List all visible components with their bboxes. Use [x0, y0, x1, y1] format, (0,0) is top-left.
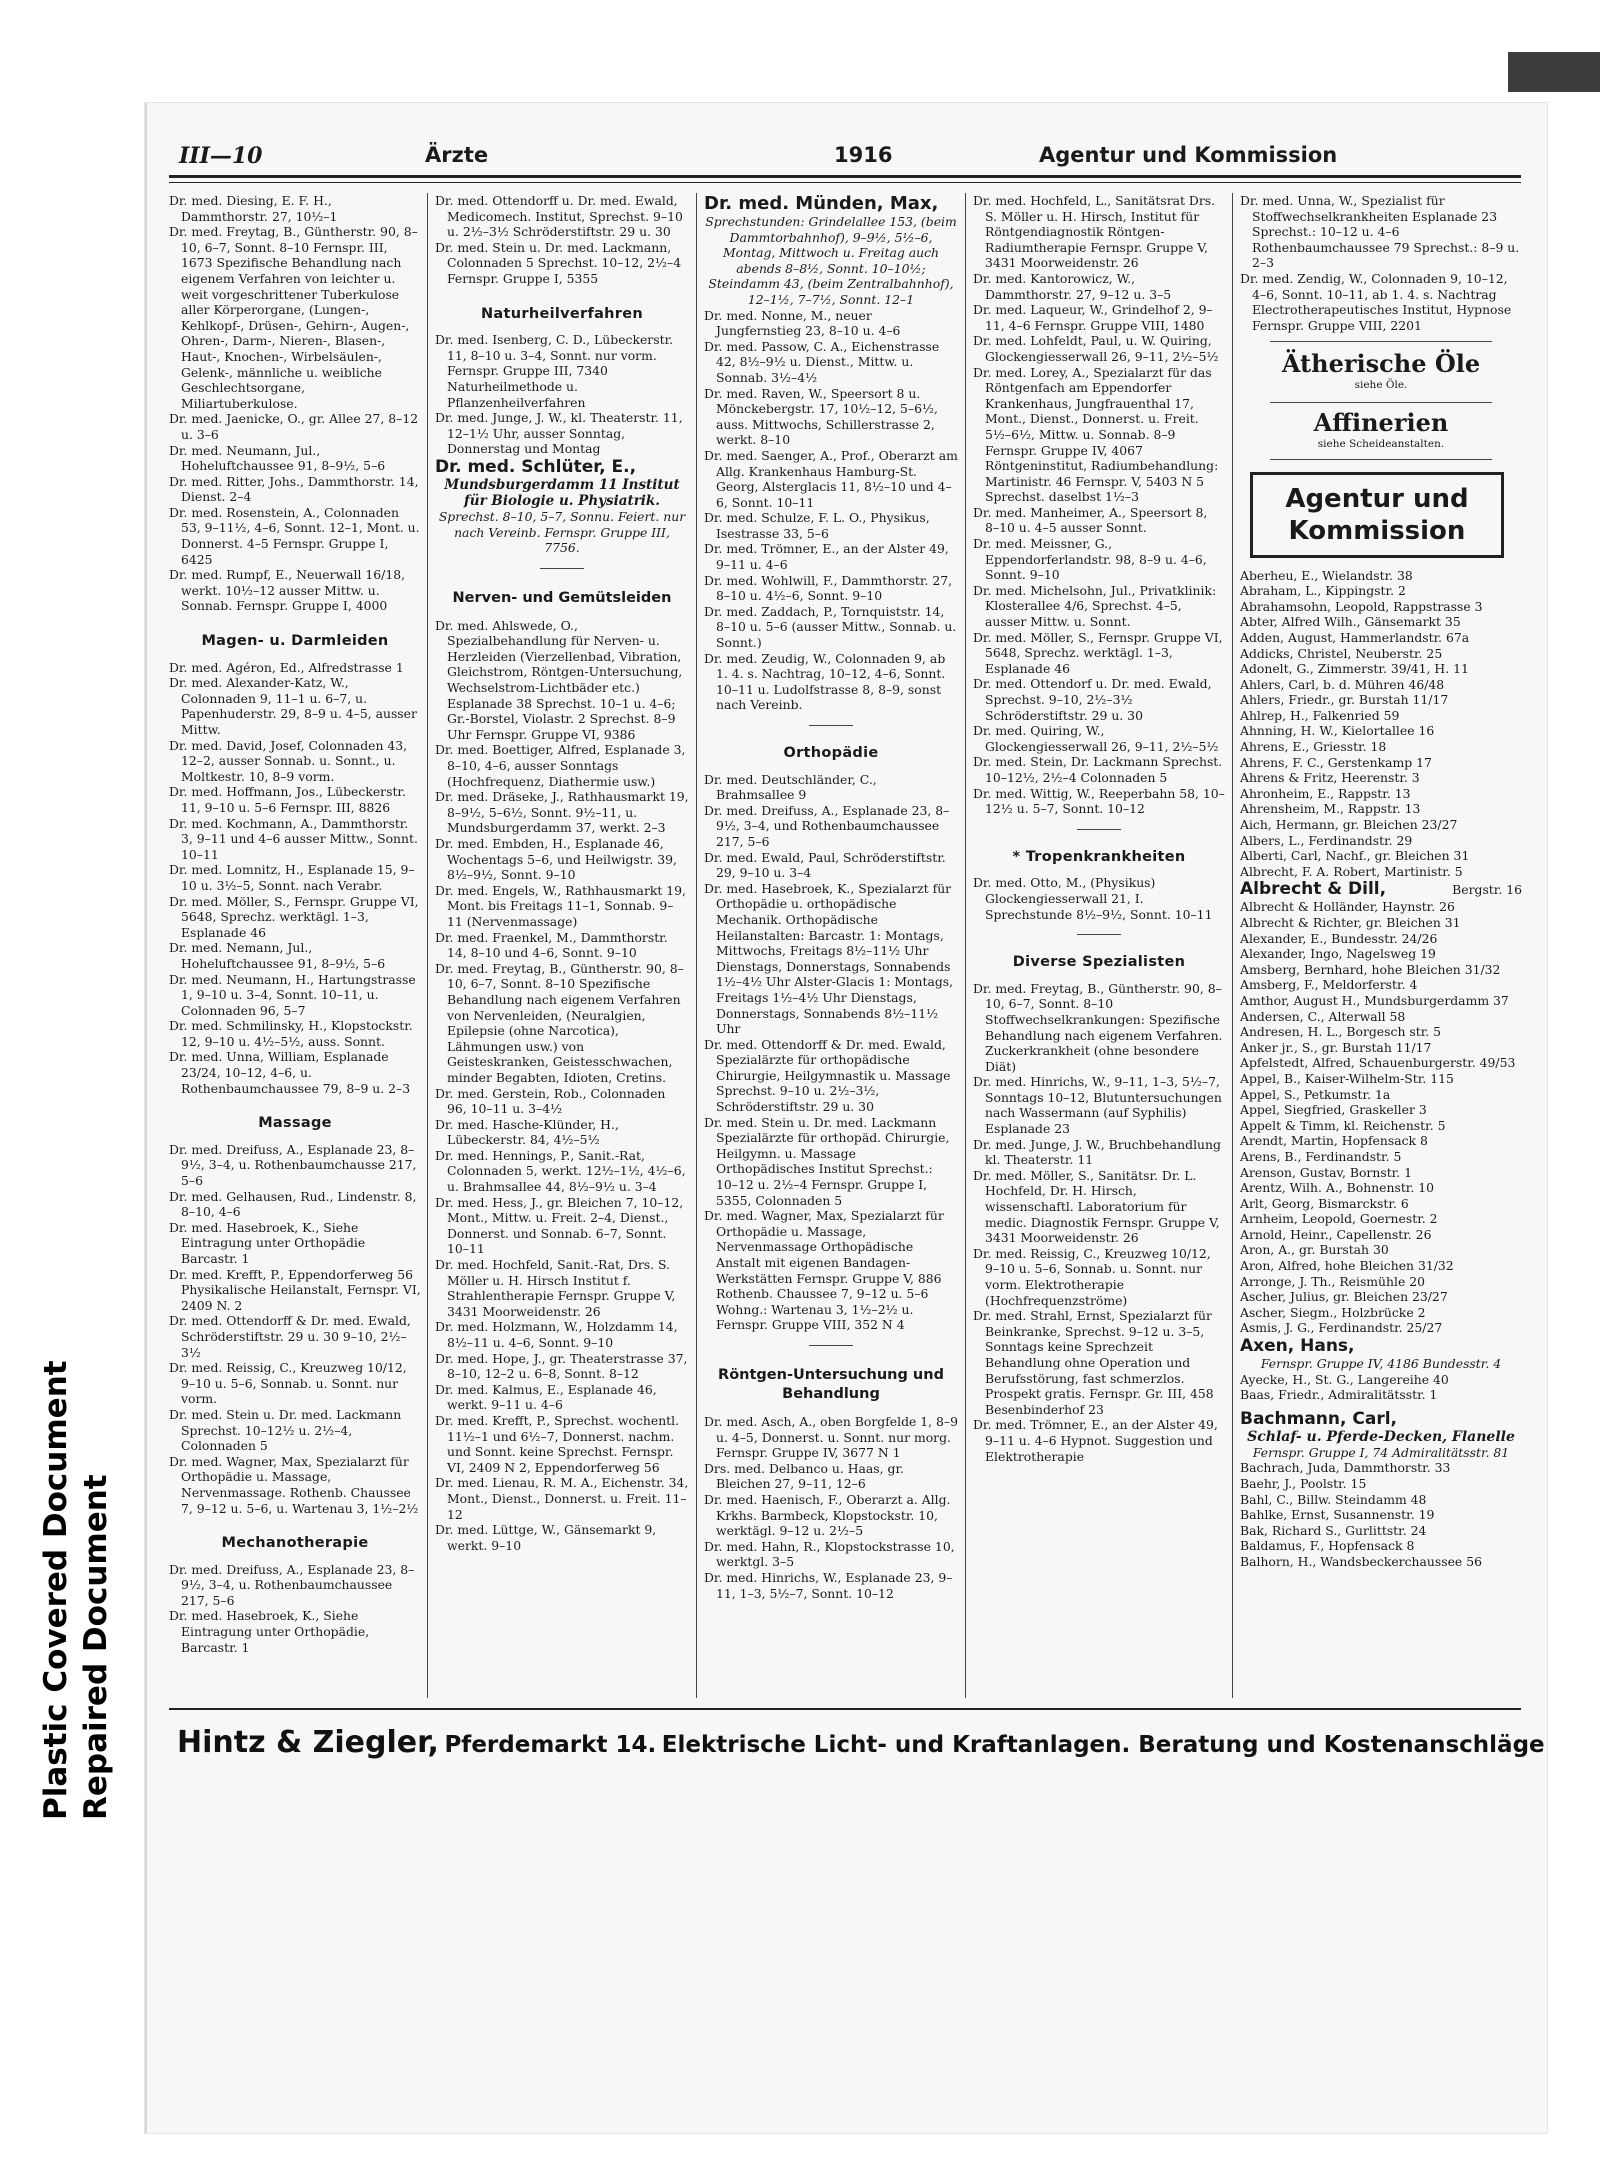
list-item: Amsberg, Bernhard, hohe Bleichen 31/32 [1240, 961, 1501, 977]
divider [809, 1345, 853, 1346]
list-item: Dr. med. Hasebroek, K., Siehe Eintragung unter Orthopädie, Barcastr. 1 [169, 1608, 370, 1655]
list-item: Balhorn, H., Wandsbeckerchaussee 56 [1240, 1553, 1482, 1569]
list-item: Drs. med. Delbanco u. Haas, gr. Bleichen 27, 9–11, 12–6 [704, 1460, 904, 1492]
list-item: Dr. med. Stein u. Dr. med. Lackmann Sprechst. 10–12½ u. 2½–4, Colonnaden 5 [169, 1406, 402, 1454]
column-4 [973, 193, 1225, 1693]
column-divider [1232, 193, 1233, 1698]
list-item: Dr. med. Stein u. Dr. med. Lackmann, Colonnaden 5 Sprechst. 10–12, 2½–4 Fernspr. Gruppe I, 5355 [435, 239, 682, 286]
list-item: Asmis, J. G., Ferdinandstr. 25/27 [1240, 1320, 1443, 1336]
heading-diverse: Diverse Spezialisten [1012, 954, 1186, 971]
list-item: Dr. med. Schmilinsky, H., Klopstockstr. 12, 9–10 u. 4½–5½, auss. Sonnt. [169, 1018, 413, 1049]
page-number: III—10 [179, 143, 263, 169]
list-item: Dr. med. Nemann, Jul., Hoheluftchaussee 91, 8–9½, 5–6 [169, 940, 386, 971]
list-item: Arendt, Martin, Hopfensack 8 [1240, 1133, 1428, 1149]
list-item: Dr. med. Manheimer, A., Speersort 8, 8–10 u. 4–5 ausser Sonnt. [973, 504, 1208, 536]
list-item: Dr. med. Zaddach, P., Tornquiststr. 14, 8–10 u. 5–6 (ausser Mittw., Sonnab. u. Sonnt.) [704, 603, 957, 651]
divider [1270, 402, 1492, 403]
list-item: Ahrens & Fritz, Heerenstr. 3 [1240, 770, 1420, 786]
entry-list [1240, 1460, 1522, 1569]
list-item: Aich, Hermann, gr. Bleichen 23/27 [1240, 817, 1458, 833]
heading-naturheilverfahren: Naturheilverfahren [481, 305, 643, 322]
munden-hours: Sprechstunden: Grindelallee 153, (beim Dammtorbahnhof), 9–9½, 5½–6, Montag, Mittwoch u. Freitag auch abends 8–8½, Sonnt. 10–10½; Steindamm 43, (beim Zentralbahnhof), 12–1½, 7–7½, Sonnt. 12–1 [705, 214, 957, 307]
list-item: Appel, B., Kaiser-Wilhelm-Str. 115 [1240, 1070, 1454, 1086]
list-item: Dr. med. Trömner, E., an der Alster 49, 9–11 u. 4–6 [704, 541, 949, 573]
column-divider [696, 193, 697, 1698]
heading-orthopaedie: Orthopädie [783, 745, 879, 761]
list-item: Dr. med. Trömner, E., an der Alster 49, 9–11 u. 4–6 Hypnot. Suggestion und Elektrotherapie [973, 1417, 1218, 1464]
list-item: Dr. med. Diesing, E. F. H., Dammthorstr. 27, 10½–1 [169, 193, 338, 224]
agentur-kommission-box: Agentur und Kommission [1250, 472, 1504, 558]
list-item: Adden, August, Hammerlandstr. 67a [1240, 629, 1470, 645]
entry-list [1240, 899, 1522, 1336]
list-item: Dr. med. Gelhausen, Rud., Lindenstr. 8, 8–10, 4–6 [169, 1188, 417, 1220]
list-item: Dr. med. Krefft, P., Sprechst. wochentl. 11½–1 und 6½–7, Donnerst. nachm. und Sonnt. keine Sprechst. Fernspr. VI, 2409 N 2, Eppendorferweg 56 [435, 1412, 680, 1475]
list-item: Arenson, Gustav, Bornstr. 1 [1240, 1164, 1412, 1180]
list-item: Arentz, Wilh. A., Bohnenstr. 10 [1240, 1180, 1435, 1196]
list-item: Dr. med. Hasebroek, K., Siehe Eintragung unter Orthopädie Barcastr. 1 [169, 1219, 366, 1266]
list-item: Dr. med. Engels, W., Rathhausmarkt 19, Mont. bis Freitags 11–1, Sonnab. 9–11 (Nervenmassage) [435, 882, 686, 929]
heading-nerven: Nerven- und Gemütsleiden [452, 589, 672, 606]
list-item: Dr. med. Jaenicke, O., gr. Allee 27, 8–12 u. 3–6 [169, 411, 419, 442]
list-item: Dr. med. Embden, H., Esplanade 46, Wochentags 5–6, und Heilwigstr. 39, 8½–9½, Sonnt. 9–10 [435, 836, 677, 883]
list-item: Dr. med. Meissner, G., Eppendorferlandstr. 98, 8–9 u. 4–6, Sonnt. 9–10 [973, 536, 1207, 583]
list-item: Dr. med. Ottendorff & Dr. med. Ewald, Spezialärzte für orthopädische Chirurgie, Heilgymnastik u. Massage Sprechst. 9–10 u. 2½–3½, Schröderstiftstr. 29 u. 30 [704, 1036, 951, 1115]
list-item: Dr. med. Reissig, C., Kreuzweg 10/12, 9–10 u. 5–6, Sonnab. u. Sonnt. nur vorm. Elektrotherapie (Hochfrequenzströme) [973, 1245, 1211, 1308]
list-item: Dr. med. Gerstein, Rob., Colonnaden 96, 10–11 u. 3–4½ [435, 1085, 666, 1117]
divider [1077, 934, 1121, 935]
heading-tropenkrankheiten: * Tropenkrankheiten [1012, 848, 1186, 865]
list-item: Abraham, L., Kippingstr. 2 [1240, 583, 1406, 599]
list-item: Dr. med. Michelsohn, Jul., Privatklinik: Klosterallee 4/6, Sprechst. 4–5, ausser Mittw. u. Sonnt. [973, 582, 1217, 630]
year: 1916 [834, 143, 893, 167]
list-item: Dr. med. Unna, W., Spezialist für Stoffwechselkrankheiten Esplanade 23 Sprechst.: 10–12 u. 4–6 Rothenbaumchaussee 79 Sprechst.: 8–9 u. 2–3 [1240, 193, 1520, 271]
list-item: Ahrens, E., Griesstr. 18 [1240, 739, 1387, 755]
header-rule [169, 175, 1521, 183]
list-item: Dr. med. Rumpf, E., Neuerwall 16/18, werkt. 10½–12 ausser Mittw. u. Sonnab. Fernspr. Gruppe I, 4000 [169, 567, 406, 614]
divider [540, 568, 584, 569]
footer-rule [169, 1708, 1521, 1710]
oele-reference: siehe Öle. [1354, 379, 1408, 392]
divider [809, 725, 853, 726]
list-item: Dr. med. Freytag, B., Güntherstr. 90, 8–10, 6–7, Sonnt. 8–10 Stoffwechselkrankungen: Spezifische Behandlung nach eigenem Verfahren. Zuckerkrankheit (ohne besondere Diät) [973, 980, 1223, 1074]
heading-magen: Magen- u. Darmleiden [201, 633, 389, 650]
list-item: Dr. med. Ahlswede, O., Spezialbehandlung für Nerven- u. Herzleiden (Vierzellenbad, Vibration, Gleichstrom, Röntgen-Untersuchung, Wechselstrom-Lichtbäder etc.) Esplanade 38 Sprechst. 10–1 u. 4–6; Gr.-Borstel, Violastr. 2 Sprechst. 8–9 Uhr Fernspr. Gruppe VI, 9386 [435, 617, 683, 742]
albrecht-dill-address: Bergstr. 16 [1452, 882, 1522, 898]
list-item: Dr. med. Ottendorff & Dr. med. Ewald, Schröderstiftstr. 29 u. 30 9–10, 2½–3½ [169, 1313, 411, 1360]
entry-list [1240, 193, 1522, 333]
bachmann-products: Schlaf- u. Pferde-Decken, Flanelle [1247, 1428, 1515, 1445]
list-item: Dr. med. Hinrichs, W., Esplanade 23, 9–11, 1–3, 5½–7, Sonnt. 10–12 [704, 1569, 953, 1601]
list-item: Dr. med. Hochfeld, Sanit.-Rat, Drs. S. Möller u. H. Hirsch Institut f. Strahlentherapie Fernspr. Gruppe V, 3431 Moorweidenstr. 26 [435, 1257, 676, 1319]
list-item: Dr. med. Ewald, Paul, Schröderstiftstr. 29, 9–10 u. 3–4 [704, 849, 946, 881]
list-item: Dr. med. Ottendorf u. Dr. med. Ewald, Sprechst. 9–10, 2½–3½ Schröderstiftstr. 29 u. 30 [973, 676, 1212, 723]
list-item: Ahnning, H. W., Kielortallee 16 [1240, 723, 1435, 739]
axen-details: Fernspr. Gruppe IV, 4186 Bundesstr. 4 [1260, 1356, 1502, 1372]
entry-list [1240, 1372, 1522, 1403]
heading-mechanotherapie: Mechanotherapie [221, 1535, 369, 1552]
list-item: Dr. med. Krefft, P., Eppendorferweg 56 Physikalische Heilanstalt, Fernspr. VI, 2409 N. 2 [169, 1266, 421, 1313]
list-item: Dr. med. Stein, Dr. Lackmann Sprechst. 10–12½, 2½–4 Colonnaden 5 [973, 754, 1223, 785]
list-item: Dr. med. Hoffmann, Jos., Lübeckerstr. 11, 9–10 u. 5–6 Fernspr. III, 8826 [169, 784, 406, 815]
list-item: Dr. med. Zendig, W., Colonnaden 9, 10–12, 4–6, Sonnt. 10–11, ab 1. 4. s. Nachtrag Electrotherapeutisches Institut, Hypnose Fernspr. Gruppe VIII, 2201 [1240, 270, 1512, 333]
list-item: Dr. med. Hennings, P., Sanit.-Rat, Colonnaden 5, werkt. 12½–1½, 4½–6, u. Brahmsallee 44, 8½–9½ u. 3–4 [435, 1147, 686, 1195]
entry-list [169, 1562, 421, 1656]
list-item: Dr. med. Hasebroek, K., Spezialarzt für Orthopädie u. orthopädische Mechanik. Orthopädische Heilanstalten: Barcastr. 1: Montags, Mittwochs, Freitags 8½–11½ Uhr Dienstags, Donnerstags, Sonnabends 1½–4½ Uhr Alster-Glacis 1: Montags, Freitags 1½–4½ Uhr Dienstags, Donnerstags, Sonnabends 8½–11½ Uhr [704, 880, 954, 1037]
list-item: Dr. med. David, Josef, Colonnaden 43, 12–2, ausser Sonnab. u. Sonnt., u. Moltkestr. 10, 8–9 vorm. [169, 737, 408, 784]
entry-list [435, 618, 689, 1554]
oele-heading: Ätherische Öle [1281, 349, 1481, 379]
list-item: Ahrensheim, M., Rappstr. 13 [1240, 801, 1421, 817]
list-item: Dr. med. Boettiger, Alfred, Esplanade 3, 8–10, 4–6, ausser Sonntags (Hochfrequenz, Diathermie usw.) [435, 742, 686, 789]
list-item: Baehr, J., Poolstr. 15 [1240, 1476, 1367, 1491]
schlueter-hours: Sprechst. 8–10, 5–7, Sonnu. Feiert. nur nach Vereinb. Fernspr. Gruppe III, 7756. [438, 508, 686, 556]
entry-list [169, 660, 421, 1097]
list-item: Bahlke, Ernst, Susannenstr. 19 [1240, 1507, 1435, 1523]
list-item: Ascher, Julius, gr. Bleichen 23/27 [1240, 1289, 1448, 1305]
list-item: Baldamus, F., Hopfensack 8 [1240, 1538, 1415, 1554]
entry-list [435, 332, 689, 457]
list-item: Dr. med. Otto, M., (Physikus) Glockengiesserwall 21, I. Sprechstunde 8½–9½, Sonnt. 10–11 [973, 875, 1213, 922]
list-item: Abter, Alfred Wilh., Gänsemarkt 35 [1240, 614, 1461, 630]
heading-massage: Massage [258, 1115, 332, 1132]
footer-address: Pferdemarkt 14. [444, 1732, 657, 1758]
list-item: Bachrach, Juda, Dammthorstr. 33 [1240, 1460, 1451, 1476]
list-item: Albrecht, F. A. Robert, Martinistr. 5 [1240, 863, 1463, 879]
list-item: Apfelstedt, Alfred, Schauenburgerstr. 49/53 [1240, 1055, 1516, 1071]
list-item: Arnold, Heinr., Capellenstr. 26 [1240, 1226, 1432, 1242]
list-item: Dr. med. Reissig, C., Kreuzweg 10/12, 9–10 u. 5–6, Sonnab. u. Sonnt. nur vorm. [169, 1360, 407, 1407]
list-item: Dr. med. Lienau, R. M. A., Eichenstr. 34, Mont., Dienst., Donnerst. u. Freit. 11–12 [435, 1475, 689, 1522]
footer-advertisement [177, 1725, 1545, 1760]
heading-roentgen: Röntgen-Untersuchung und Behandlung [718, 1366, 944, 1402]
footer-company: Hintz & Ziegler, [177, 1725, 439, 1760]
list-item: Appel, Siegfried, Graskeller 3 [1240, 1102, 1427, 1118]
plastic-covered-label: Plastic Covered Document [38, 1360, 74, 1820]
list-item: Andresen, H. L., Borgesch str. 5 [1240, 1024, 1442, 1040]
list-item: Dr. med. Hess, J., gr. Bleichen 7, 10–12, Mont., Mittw. u. Freit. 2–4, Dienst., Donnerst. und Sonnab. 6–7, Sonnt. 10–11 [435, 1194, 684, 1257]
entry-list [704, 308, 958, 713]
list-item: Dr. med. Strahl, Ernst, Spezialarzt für Beinkranke, Sprechst. 9–12 u. 3–5, Sonntags keine Sprechzeit Behandlung ohne Operation und Berufsstörung, fast schmerzlos. Prospekt gratis. Fernspr. Gr. III, 458 Besenbinderhof 23 [973, 1308, 1214, 1417]
list-item: Aron, Alfred, hohe Bleichen 31/32 [1240, 1258, 1454, 1274]
list-item: Dr. med. Laqueur, W., Grindelhof 2, 9–11, 4–6 Fernspr. Gruppe VIII, 1480 [973, 302, 1213, 333]
column-divider [427, 193, 428, 1698]
list-item: Dr. med. Hope, J., gr. Theaterstrasse 37, 8–10, 12–2 u. 6–8, Sonnt. 8–12 [435, 1350, 688, 1382]
list-item: Ahrens, F. C., Gerstenkamp 17 [1240, 754, 1432, 770]
list-item: Appel, S., Petkumstr. 1a [1240, 1086, 1391, 1102]
list-item: Alexander, Ingo, Nagelsweg 19 [1240, 946, 1436, 962]
column-2 [435, 193, 689, 1693]
schlueter-name: Dr. med. Schlüter, E., [435, 456, 637, 477]
munden-name: Dr. med. Münden, Max, [704, 193, 939, 214]
column-3 [704, 193, 958, 1693]
list-item: Dr. med. Zeudig, W., Colonnaden 9, ab 1. 4. s. Nachtrag, 10–12, 4–6, Sonnt. 10–11 u. Ludolfstrasse 8, 8–9, sonst nach Vereinb. [704, 650, 946, 713]
section-title-left: Ärzte [425, 143, 489, 167]
directory-page [145, 103, 1547, 2133]
list-item: Abrahamsohn, Leopold, Rappstrasse 3 [1240, 598, 1483, 614]
list-item: Dr. med. Hinrichs, W., 9–11, 1–3, 5½–7, Sonntags 10–12, Blutuntersuchungen nach Wassermann (auf Syphilis) Esplanade 23 [973, 1074, 1222, 1137]
list-item: Dr. med. Möller, S., Sanitätsr. Dr. L. Hochfeld, Dr. H. Hirsch, wissenschaftl. Laboratorium für medic. Diagnostik Fernspr. Gruppe V, 3431 Moorweidenstr. 26 [973, 1167, 1220, 1246]
list-item: Ayecke, H., St. G., Langereihe 40 [1240, 1371, 1449, 1387]
list-item: Dr. med. Dreifuss, A., Esplanade 23, 8–9½, 3–4, und Rothenbaumchaussee 217, 5–6 [704, 802, 950, 849]
affinerien-reference: siehe Scheideanstalten. [1317, 437, 1445, 450]
column-1 [169, 193, 421, 1693]
list-item: Dr. med. Möller, S., Fernspr. Gruppe VI, 5648, Sprechz. werktägl. 1–3, Esplanade 46 [973, 629, 1223, 676]
list-item: Arens, B., Ferdinandstr. 5 [1240, 1148, 1402, 1164]
list-item: Ascher, Siegm., Holzbrücke 2 [1240, 1304, 1426, 1320]
column-5 [1240, 193, 1522, 1693]
list-item: Dr. med. Alexander-Katz, W., Colonnaden 9, 11–1 u. 6–7, u. Papenhuderstr. 29, 8–9 u. 4–5, ausser Mittw. [169, 675, 417, 737]
list-item: Dr. med. Lohfeldt, Paul, u. W. Quiring, Glockengiesserwall 26, 9–11, 2½–5½ [973, 333, 1219, 364]
list-item: Dr. med. Raven, W., Speersort 8 u. Mönckebergstr. 17, 10½–12, 5–6½, auss. Mittwochs, Schillerstrasse 2, werkt. 8–10 [704, 385, 938, 448]
entry-list [973, 875, 1225, 922]
repaired-label: Repaired Document [78, 1474, 114, 1820]
list-item: Alberti, Carl, Nachf., gr. Bleichen 31 [1240, 848, 1470, 864]
list-item: Albrecht & Richter, gr. Bleichen 31 [1240, 915, 1461, 930]
list-item: Dr. med. Holzmann, W., Holzdamm 14, 8½–11 u. 4–6, Sonnt. 9–10 [435, 1319, 678, 1350]
divider [1077, 829, 1121, 830]
page-header [169, 143, 1519, 173]
list-item: Ahronheim, E., Rappstr. 13 [1240, 785, 1411, 801]
entry-list [704, 772, 958, 1333]
entry-list [973, 981, 1225, 1464]
column-divider [965, 193, 966, 1698]
list-item: Amthor, August H., Mundsburgerdamm 37 [1240, 992, 1509, 1008]
list-item: Amsberg, F., Meldorferstr. 4 [1240, 977, 1418, 993]
list-item: Dr. med. Hochfeld, L., Sanitätsrat Drs. S. Möller u. H. Hirsch, Institut für Röntgendiagnostik Röntgen-Radiumtherapie Fernspr. Gruppe V, 3431 Moorweidenstr. 26 [973, 193, 1216, 271]
list-item: Dr. med. Freytag, B., Güntherstr. 90, 8–10, 6–7, Sonnt. 8–10 Fernspr. III, 1673 Spezifische Behandlung nach eigenem Verfahren von leichter u. weit vorgeschrittener Tuberkulose aller Körperorgane, (Lungen-, Kehlkopf-, Drüsen-, Gehirn-, Augen-, Ohren-, Darm-, Nieren-, Blasen-, Haut-, Knochen-, Wirbelsäulen-, Gelenk-, männliche u. weibliche Geschlechtsorgane, Miliartuberkulose. [169, 224, 418, 411]
list-item: Arronge, J. Th., Reismühle 20 [1240, 1273, 1426, 1289]
list-item: Dr. med. Kochmann, A., Dammthorstr. 3, 9–11 und 4–6 ausser Mittw., Sonnt. 10–11 [169, 815, 418, 862]
list-item: Aron, A., gr. Burstah 30 [1240, 1242, 1389, 1258]
list-item: Dr. med. Wohlwill, F., Dammthorstr. 27, 8–10 u. 4½–6, Sonnt. 9–10 [704, 572, 953, 604]
axen-name: Axen, Hans, [1240, 1336, 1355, 1357]
list-item: Dr. med. Rosenstein, A., Colonnaden 53, 9–11½, 4–6, Sonnt. 12–1, Mont. u. Donnerst. 4–5 Fernspr. Gruppe I, 6425 [169, 504, 420, 567]
list-item: Albers, L., Ferdinandstr. 29 [1240, 832, 1413, 848]
list-item: Anker jr., S., gr. Burstah 11/17 [1240, 1039, 1432, 1055]
list-item: Dr. med. Ritter, Johs., Dammthorstr. 14, Dienst. 2–4 [169, 473, 419, 505]
footer-services: Elektrische Licht- und Kraftanlagen. Beratung und Kostenanschläge [661, 1732, 1545, 1758]
list-item: Aberheu, E., Wielandstr. 38 [1240, 567, 1413, 583]
list-item: Andersen, C., Alterwall 58 [1240, 1008, 1406, 1024]
entry-list [169, 193, 421, 614]
list-item: Dr. med. Hasche-Klünder, H., Lübeckerstr. 84, 4½–5½ [435, 1116, 619, 1148]
list-item: Ahlers, Friedr., gr. Burstah 11/17 [1240, 692, 1449, 708]
list-item: Dr. med. Junge, J. W., kl. Theaterstr. 11, 12–1½ Uhr, ausser Sonntag, Donnerstag und Montag [435, 410, 683, 457]
list-item: Dr. med. Stein u. Dr. med. Lackmann Spezialärzte für orthopäd. Chirurgie, Heilgymn. u. Massage Orthopädisches Institut Sprechst.: 10–12 u. 2½–4 Fernspr. Gruppe I, 5355, Colonnaden 5 [704, 1114, 950, 1208]
affinerien-heading: Affinerien [1313, 407, 1449, 437]
bachmann-details: Fernspr. Gruppe I, 74 Admiralitätsstr. 81 [1252, 1444, 1510, 1460]
list-item: Albrecht & Holländer, Haynstr. 26 [1240, 899, 1455, 915]
list-item: Dr. med. Schulze, F. L. O., Physikus, Isestrasse 33, 5–6 [704, 510, 930, 541]
list-item: Dr. med. Lomnitz, H., Esplanade 15, 9–10 u. 3½–5, Sonnt. nach Verabr. [169, 862, 415, 893]
list-item: Dr. med. Freytag, B., Güntherstr. 90, 8–10, 6–7, Sonnt. 8–10 Spezifische Behandlung nach eigenem Verfahren von Nervenleiden, (Neuralgien, Epilepsie (ohne Narcotica), Lähmungen usw.) von Geisteskranken, Geistesschwachen, minder Begabten, Idioten, Cretins. [435, 960, 684, 1085]
divider [1270, 341, 1492, 342]
list-item: Baas, Friedr., Admiralitätsstr. 1 [1240, 1387, 1438, 1403]
list-item: Dr. med. Lorey, A., Spezialarzt für das Röntgenfach am Eppendorfer Krankenhaus, Jungfrauenthal 17, Mont., Dienst., Donnerst. u. Freit. 5½–6½, Mittw. u. Sonnab. 8–9 Fernspr. Gruppe IV, 4067 Röntgeninstitut, Radiumbehandlung: Martinistr. 46 Fernspr. V, 5403 N 5 Sprechst. daselbst 1½–3 [973, 364, 1219, 505]
list-item: Dr. med. Neumann, Jul., Hoheluftchaussee 91, 8–9½, 5–6 [169, 442, 386, 474]
list-item: Dr. med. Unna, William, Esplanade 23/24, 10–12, 4–6, u. Rothenbaumchaussee 79, 8–9 u. 2–3 [169, 1049, 411, 1096]
entry-list [169, 1142, 421, 1516]
schlueter-institute: Mundsburgerdamm 11 Institut für Biologie u. Physiatrik. [444, 476, 680, 509]
list-item: Dr. med. Asch, A., oben Borgfelde 1, 8–9 u. 4–5, Donnerst. u. Sonnt. nur morg. Fernspr. Gruppe IV, 3677 N 1 [704, 1413, 958, 1461]
list-item: Dr. med. Hahn, R., Klopstockstrasse 10, werktgl. 3–5 [704, 1538, 955, 1570]
entry-list [435, 193, 689, 287]
list-item: Dr. med. Quiring, W., Glockengiesserwall 26, 9–11, 2½–5½ [973, 723, 1219, 754]
list-item: Dr. med. Neumann, H., Hartungstrasse 1, 9–10 u. 3–4, Sonnt. 10–11, u. Colonnaden 96, 5–7 [169, 971, 416, 1018]
list-item: Dr. med. Dreifuss, A., Esplanade 23, 8–9½, 3–4, u. Rothenbaumchausse 217, 5–6 [169, 1141, 417, 1189]
list-item: Ahlrep, H., Falkenried 59 [1240, 707, 1400, 723]
list-item: Alexander, E., Bundesstr. 24/26 [1240, 930, 1438, 946]
list-item: Dr. med. Lüttge, W., Gänsemarkt 9, werkt. 9–10 [435, 1522, 657, 1553]
list-item: Dr. med. Ottendorff u. Dr. med. Ewald, Medicomech. Institut, Sprechst. 9–10 u. 2½–3½ Schröderstiftstr. 29 u. 30 [435, 193, 683, 240]
bachmann-name: Bachmann, Carl, [1240, 1408, 1397, 1429]
scan-edge-mark [1508, 52, 1600, 92]
list-item: Dr. med. Wagner, Max, Spezialarzt für Orthopädie u. Massage, Nervenmassage. Rothenb. Chaussee 7, 9–12 u. 5–6, u. Wartenau 3, 1½–2½ [169, 1453, 419, 1516]
list-item: Dr. med. Wagner, Max, Spezialarzt für Orthopädie u. Massage, Nervenmassage Orthopädische Anstalt mit eigenen Bandagen-Werkstätten Fernspr. Gruppe V, 886 Rothenb. Chaussee 7, 9–12 u. 5–6 Wohng.: Wartenau 3, 1½–2½ u. Fernspr. Gruppe VIII, 352 N 4 [704, 1208, 944, 1333]
list-item: Bahl, C., Billw. Steindamm 48 [1240, 1491, 1427, 1507]
list-item: Dr. med. Kalmus, E., Esplanade 46, werkt. 9–11 u. 4–6 [435, 1381, 657, 1413]
list-item: Dr. med. Kantorowicz, W., Dammthorstr. 27, 9–12 u. 3–5 [973, 270, 1172, 302]
list-item: Dr. med. Fraenkel, M., Dammthorstr. 14, 8–10 und 4–6, Sonnt. 9–10 [435, 929, 668, 961]
list-item: Dr. med. Agéron, Ed., Alfredstrasse 1 [169, 659, 404, 675]
list-item: Arnheim, Leopold, Goernestr. 2 [1240, 1211, 1438, 1227]
scan-top-margin [0, 0, 1600, 52]
entry-list [973, 193, 1225, 817]
list-item: Dr. med. Dreifuss, A., Esplanade 23, 8–9½, 3–4, u. Rothenbaumchaussee 217, 5–6 [169, 1561, 415, 1608]
list-item: Appelt & Timm, kl. Reichenstr. 5 [1240, 1117, 1446, 1133]
list-item: Dr. med. Passow, C. A., Eichenstrasse 42, 8½–9½ u. Dienst., Mittw. u. Sonnab. 3½–4½ [704, 338, 940, 385]
list-item: Dr. med. Haenisch, F., Oberarzt a. Allg. Krkhs. Barmbeck, Klopstockstr. 10, werktägl. 9–12 u. 2½–5 [704, 1491, 951, 1539]
divider [1270, 459, 1492, 460]
list-item: Arlt, Georg, Bismarckstr. 6 [1240, 1195, 1409, 1211]
list-item: Dr. med. Wittig, W., Reeperbahn 58, 10–12½ u. 5–7, Sonnt. 10–12 [973, 785, 1225, 817]
list-item: Dr. med. Junge, J. W., Bruchbehandlung kl. Theaterstr. 11 [973, 1136, 1221, 1168]
albrecht-dill-name: Albrecht & Dill, [1240, 879, 1387, 900]
list-item: Adonelt, G., Zimmerstr. 39/41, H. 11 [1240, 661, 1469, 677]
entry-list [1240, 568, 1522, 864]
list-item: Dr. med. Isenberg, C. D., Lübeckerstr. 11, 8–10 u. 3–4, Sonnt. nur vorm. Fernspr. Gruppe III, 7340 Naturheilmethode u. Pflanzenheilverfahren [435, 332, 674, 410]
entry-list [704, 1414, 958, 1601]
list-item: Dr. med. Deutschländer, C., Brahmsallee 9 [704, 771, 877, 803]
list-item: Dr. med. Möller, S., Fernspr. Gruppe VI, 5648, Sprechz. werktägl. 1–3, Esplanade 46 [169, 893, 419, 940]
list-item: Dr. med. Nonne, M., neuer Jungfernstieg 23, 8–10 u. 4–6 [704, 307, 901, 339]
side-labels [36, 700, 114, 1930]
list-item: Addicks, Christel, Neuberstr. 25 [1240, 645, 1443, 661]
list-item: Ahlers, Carl, b. d. Mühren 46/48 [1240, 676, 1445, 692]
list-item: Dr. med. Saenger, A., Prof., Oberarzt am Allg. Krankenhaus Hamburg-St. Georg, Alsterglacis 11, 8½–10 und 4–6, Sonnt. 10–11 [704, 447, 958, 510]
section-title-right: Agentur und Kommission [1039, 143, 1338, 167]
list-item: Bak, Richard S., Gurlittstr. 24 [1240, 1522, 1427, 1538]
list-item: Dr. med. Dräseke, J., Rathhausmarkt 19, 8–9½, 5–6½, Sonnt. 9½–11, u. Mundsburgerdamm 37, werkt. 2–3 [435, 789, 689, 836]
